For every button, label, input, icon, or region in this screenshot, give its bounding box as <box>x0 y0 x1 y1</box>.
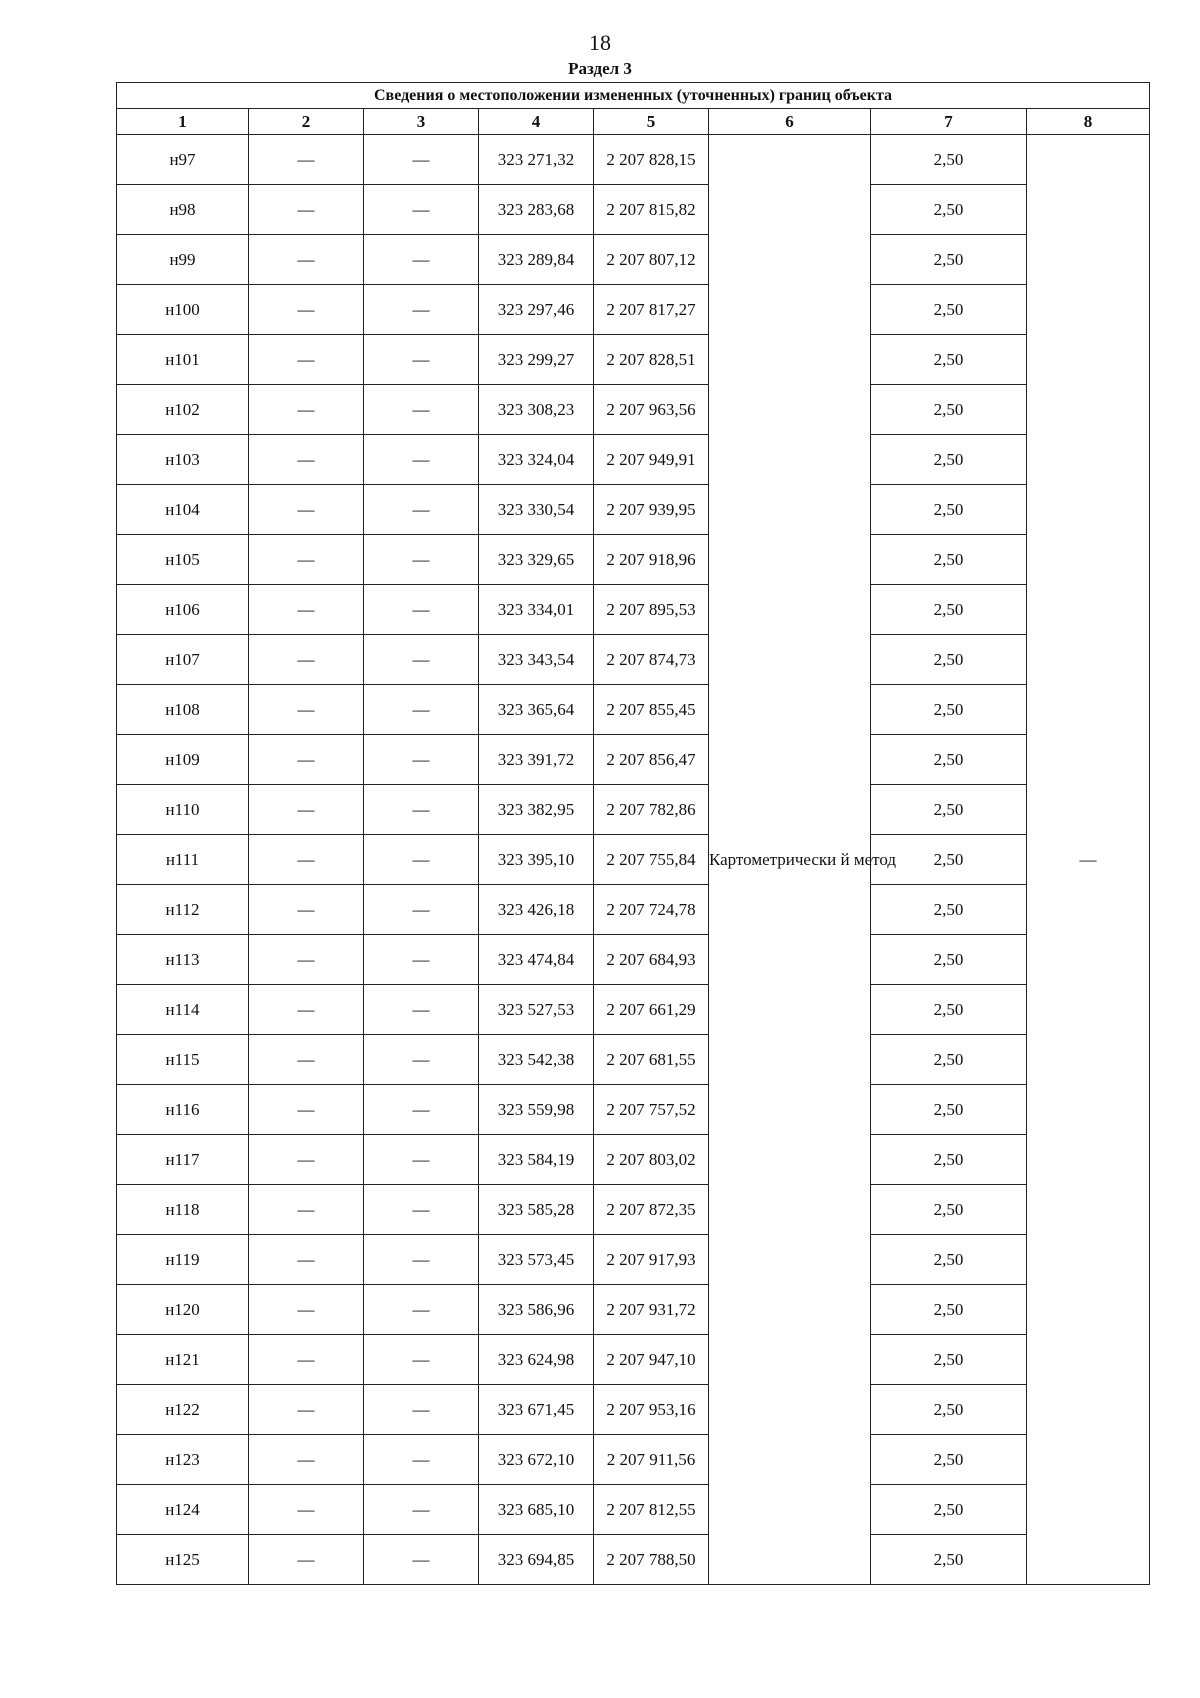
y-coordinate: 2 207 931,72 <box>594 1285 709 1335</box>
col2-value: — <box>249 985 364 1035</box>
y-coordinate: 2 207 917,93 <box>594 1235 709 1285</box>
col3-value: — <box>364 1035 479 1085</box>
precision-value: 2,50 <box>871 535 1027 585</box>
precision-value: 2,50 <box>871 435 1027 485</box>
table-caption: Сведения о местоположении измененных (уточненных) границ объекта <box>117 83 1150 109</box>
col2-value: — <box>249 1035 364 1085</box>
column-header-3: 3 <box>364 109 479 135</box>
x-coordinate: 323 585,28 <box>479 1185 594 1235</box>
y-coordinate: 2 207 724,78 <box>594 885 709 935</box>
col3-value: — <box>364 285 479 335</box>
precision-value: 2,50 <box>871 485 1027 535</box>
point-name: н102 <box>117 385 249 435</box>
table-row <box>117 835 1150 885</box>
table-row <box>117 685 1150 735</box>
y-coordinate: 2 207 755,84 <box>594 835 709 885</box>
precision-value: 2,50 <box>871 585 1027 635</box>
col3-value: — <box>364 385 479 435</box>
point-name: н103 <box>117 435 249 485</box>
point-name: н100 <box>117 285 249 335</box>
precision-value: 2,50 <box>871 935 1027 985</box>
x-coordinate: 323 426,18 <box>479 885 594 935</box>
table-row <box>117 1085 1150 1135</box>
table-row <box>117 235 1150 285</box>
column-header-7: 7 <box>871 109 1027 135</box>
col2-value: — <box>249 835 364 885</box>
col3-value: — <box>364 1135 479 1185</box>
x-coordinate: 323 573,45 <box>479 1235 594 1285</box>
y-coordinate: 2 207 911,56 <box>594 1435 709 1485</box>
table-row <box>117 135 1150 185</box>
column-number-row <box>117 109 1150 135</box>
col2-value: — <box>249 1135 364 1185</box>
precision-value: 2,50 <box>871 135 1027 185</box>
precision-value: 2,50 <box>871 1185 1027 1235</box>
determination-method: Картометрически й метод <box>709 135 871 1585</box>
x-coordinate: 323 586,96 <box>479 1285 594 1335</box>
point-name: н124 <box>117 1485 249 1535</box>
point-name: н121 <box>117 1335 249 1385</box>
precision-value: 2,50 <box>871 1235 1027 1285</box>
precision-value: 2,50 <box>871 985 1027 1035</box>
x-coordinate: 323 395,10 <box>479 835 594 885</box>
col3-value: — <box>364 685 479 735</box>
table-row <box>117 435 1150 485</box>
y-coordinate: 2 207 661,29 <box>594 985 709 1035</box>
table-row <box>117 535 1150 585</box>
column-header-1: 1 <box>117 109 249 135</box>
y-coordinate: 2 207 953,16 <box>594 1385 709 1435</box>
col2-value: — <box>249 635 364 685</box>
y-coordinate: 2 207 855,45 <box>594 685 709 735</box>
point-name: н114 <box>117 985 249 1035</box>
col2-value: — <box>249 735 364 785</box>
col3-value: — <box>364 1285 479 1335</box>
col3-value: — <box>364 1385 479 1435</box>
point-name: н108 <box>117 685 249 735</box>
precision-value: 2,50 <box>871 385 1027 435</box>
table-row <box>117 385 1150 435</box>
x-coordinate: 323 299,27 <box>479 335 594 385</box>
point-name: н109 <box>117 735 249 785</box>
col2-value: — <box>249 185 364 235</box>
y-coordinate: 2 207 803,02 <box>594 1135 709 1185</box>
precision-value: 2,50 <box>871 1135 1027 1185</box>
table-row <box>117 485 1150 535</box>
y-coordinate: 2 207 947,10 <box>594 1335 709 1385</box>
col2-value: — <box>249 1335 364 1385</box>
col2-value: — <box>249 935 364 985</box>
x-coordinate: 323 289,84 <box>479 235 594 285</box>
precision-value: 2,50 <box>871 1435 1027 1485</box>
table-row <box>117 735 1150 785</box>
table-row <box>117 585 1150 635</box>
point-name: н113 <box>117 935 249 985</box>
y-coordinate: 2 207 812,55 <box>594 1485 709 1535</box>
x-coordinate: 323 624,98 <box>479 1335 594 1385</box>
x-coordinate: 323 324,04 <box>479 435 594 485</box>
table-row <box>117 1485 1150 1535</box>
precision-value: 2,50 <box>871 1485 1027 1535</box>
precision-value: 2,50 <box>871 285 1027 335</box>
precision-value: 2,50 <box>871 785 1027 835</box>
y-coordinate: 2 207 815,82 <box>594 185 709 235</box>
x-coordinate: 323 671,45 <box>479 1385 594 1435</box>
table-row <box>117 885 1150 935</box>
col2-value: — <box>249 485 364 535</box>
y-coordinate: 2 207 788,50 <box>594 1535 709 1585</box>
col2-value: — <box>249 535 364 585</box>
y-coordinate: 2 207 684,93 <box>594 935 709 985</box>
col2-value: — <box>249 785 364 835</box>
col3-value: — <box>364 935 479 985</box>
table-row <box>117 335 1150 385</box>
col3-value: — <box>364 335 479 385</box>
precision-value: 2,50 <box>871 1085 1027 1135</box>
precision-value: 2,50 <box>871 1385 1027 1435</box>
point-name: н101 <box>117 335 249 385</box>
y-coordinate: 2 207 939,95 <box>594 485 709 535</box>
point-name: н106 <box>117 585 249 635</box>
boundary-coordinates-table <box>116 82 1150 1585</box>
precision-value: 2,50 <box>871 635 1027 685</box>
col2-value: — <box>249 1285 364 1335</box>
col3-value: — <box>364 185 479 235</box>
col2-value: — <box>249 1385 364 1435</box>
col3-value: — <box>364 735 479 785</box>
col3-value: — <box>364 985 479 1035</box>
col2-value: — <box>249 1435 364 1485</box>
precision-value: 2,50 <box>871 185 1027 235</box>
table-row <box>117 1135 1150 1185</box>
table-row <box>117 185 1150 235</box>
x-coordinate: 323 308,23 <box>479 385 594 435</box>
point-name: н110 <box>117 785 249 835</box>
column-header-2: 2 <box>249 109 364 135</box>
x-coordinate: 323 271,32 <box>479 135 594 185</box>
table-row <box>117 285 1150 335</box>
col3-value: — <box>364 785 479 835</box>
point-name: н117 <box>117 1135 249 1185</box>
precision-value: 2,50 <box>871 335 1027 385</box>
point-name: н122 <box>117 1385 249 1435</box>
point-name: н120 <box>117 1285 249 1335</box>
col3-value: — <box>364 1435 479 1485</box>
table-row <box>117 1535 1150 1585</box>
col3-value: — <box>364 235 479 285</box>
point-name: н115 <box>117 1035 249 1085</box>
col3-value: — <box>364 885 479 935</box>
col2-value: — <box>249 585 364 635</box>
col3-value: — <box>364 1085 479 1135</box>
precision-value: 2,50 <box>871 1335 1027 1385</box>
column-header-4: 4 <box>479 109 594 135</box>
y-coordinate: 2 207 874,73 <box>594 635 709 685</box>
col2-value: — <box>249 1485 364 1535</box>
col3-value: — <box>364 1235 479 1285</box>
y-coordinate: 2 207 757,52 <box>594 1085 709 1135</box>
y-coordinate: 2 207 828,15 <box>594 135 709 185</box>
point-name: н107 <box>117 635 249 685</box>
y-coordinate: 2 207 856,47 <box>594 735 709 785</box>
col3-value: — <box>364 585 479 635</box>
x-coordinate: 323 474,84 <box>479 935 594 985</box>
col2-value: — <box>249 1185 364 1235</box>
point-name: н105 <box>117 535 249 585</box>
table-row <box>117 1335 1150 1385</box>
col2-value: — <box>249 385 364 435</box>
y-coordinate: 2 207 817,27 <box>594 285 709 335</box>
col3-value: — <box>364 435 479 485</box>
table-row <box>117 1035 1150 1085</box>
point-name: н125 <box>117 1535 249 1585</box>
x-coordinate: 323 382,95 <box>479 785 594 835</box>
col3-value: — <box>364 635 479 685</box>
table-row <box>117 1385 1150 1435</box>
col2-value: — <box>249 1085 364 1135</box>
x-coordinate: 323 685,10 <box>479 1485 594 1535</box>
x-coordinate: 323 329,65 <box>479 535 594 585</box>
x-coordinate: 323 584,19 <box>479 1135 594 1185</box>
col2-value: — <box>249 285 364 335</box>
col2-value: — <box>249 1235 364 1285</box>
col2-value: — <box>249 685 364 735</box>
precision-value: 2,50 <box>871 1035 1027 1085</box>
precision-value: 2,50 <box>871 235 1027 285</box>
x-coordinate: 323 391,72 <box>479 735 594 785</box>
col2-value: — <box>249 235 364 285</box>
table-row <box>117 935 1150 985</box>
y-coordinate: 2 207 782,86 <box>594 785 709 835</box>
col3-value: — <box>364 135 479 185</box>
x-coordinate: 323 527,53 <box>479 985 594 1035</box>
col3-value: — <box>364 1535 479 1585</box>
col3-value: — <box>364 835 479 885</box>
y-coordinate: 2 207 963,56 <box>594 385 709 435</box>
precision-value: 2,50 <box>871 1285 1027 1335</box>
col3-value: — <box>364 485 479 535</box>
y-coordinate: 2 207 681,55 <box>594 1035 709 1085</box>
table-row <box>117 1235 1150 1285</box>
col3-value: — <box>364 1185 479 1235</box>
x-coordinate: 323 542,38 <box>479 1035 594 1085</box>
x-coordinate: 323 365,64 <box>479 685 594 735</box>
y-coordinate: 2 207 807,12 <box>594 235 709 285</box>
point-name: н97 <box>117 135 249 185</box>
y-coordinate: 2 207 895,53 <box>594 585 709 635</box>
column-header-5: 5 <box>594 109 709 135</box>
table-row <box>117 1185 1150 1235</box>
precision-value: 2,50 <box>871 835 1027 885</box>
column-header-6: 6 <box>709 109 871 135</box>
point-name: н104 <box>117 485 249 535</box>
y-coordinate: 2 207 918,96 <box>594 535 709 585</box>
section-title: Раздел 3 <box>568 59 632 78</box>
point-name: н99 <box>117 235 249 285</box>
col2-value: — <box>249 885 364 935</box>
table-body <box>117 135 1150 1585</box>
y-coordinate: 2 207 828,51 <box>594 335 709 385</box>
x-coordinate: 323 330,54 <box>479 485 594 535</box>
x-coordinate: 323 559,98 <box>479 1085 594 1135</box>
x-coordinate: 323 694,85 <box>479 1535 594 1585</box>
x-coordinate: 323 283,68 <box>479 185 594 235</box>
precision-value: 2,50 <box>871 1535 1027 1585</box>
table-row <box>117 1435 1150 1485</box>
point-name: н119 <box>117 1235 249 1285</box>
column-header-8: 8 <box>1027 109 1150 135</box>
y-coordinate: 2 207 949,91 <box>594 435 709 485</box>
y-coordinate: 2 207 872,35 <box>594 1185 709 1235</box>
point-name: н111 <box>117 835 249 885</box>
point-name: н112 <box>117 885 249 935</box>
table-row <box>117 1285 1150 1335</box>
point-name: н118 <box>117 1185 249 1235</box>
x-coordinate: 323 297,46 <box>479 285 594 335</box>
col3-value: — <box>364 535 479 585</box>
col3-value: — <box>364 1335 479 1385</box>
precision-value: 2,50 <box>871 735 1027 785</box>
point-name: н98 <box>117 185 249 235</box>
col2-value: — <box>249 335 364 385</box>
x-coordinate: 323 334,01 <box>479 585 594 635</box>
table-row <box>117 985 1150 1035</box>
col3-value: — <box>364 1485 479 1535</box>
point-name: н116 <box>117 1085 249 1135</box>
col2-value: — <box>249 435 364 485</box>
precision-value: 2,50 <box>871 685 1027 735</box>
x-coordinate: 323 343,54 <box>479 635 594 685</box>
table-row <box>117 785 1150 835</box>
table-row <box>117 635 1150 685</box>
col2-value: — <box>249 1535 364 1585</box>
x-coordinate: 323 672,10 <box>479 1435 594 1485</box>
page-number: 18 <box>589 30 611 55</box>
col2-value: — <box>249 135 364 185</box>
precision-value: 2,50 <box>871 885 1027 935</box>
col8-value: — <box>1027 135 1150 1585</box>
point-name: н123 <box>117 1435 249 1485</box>
